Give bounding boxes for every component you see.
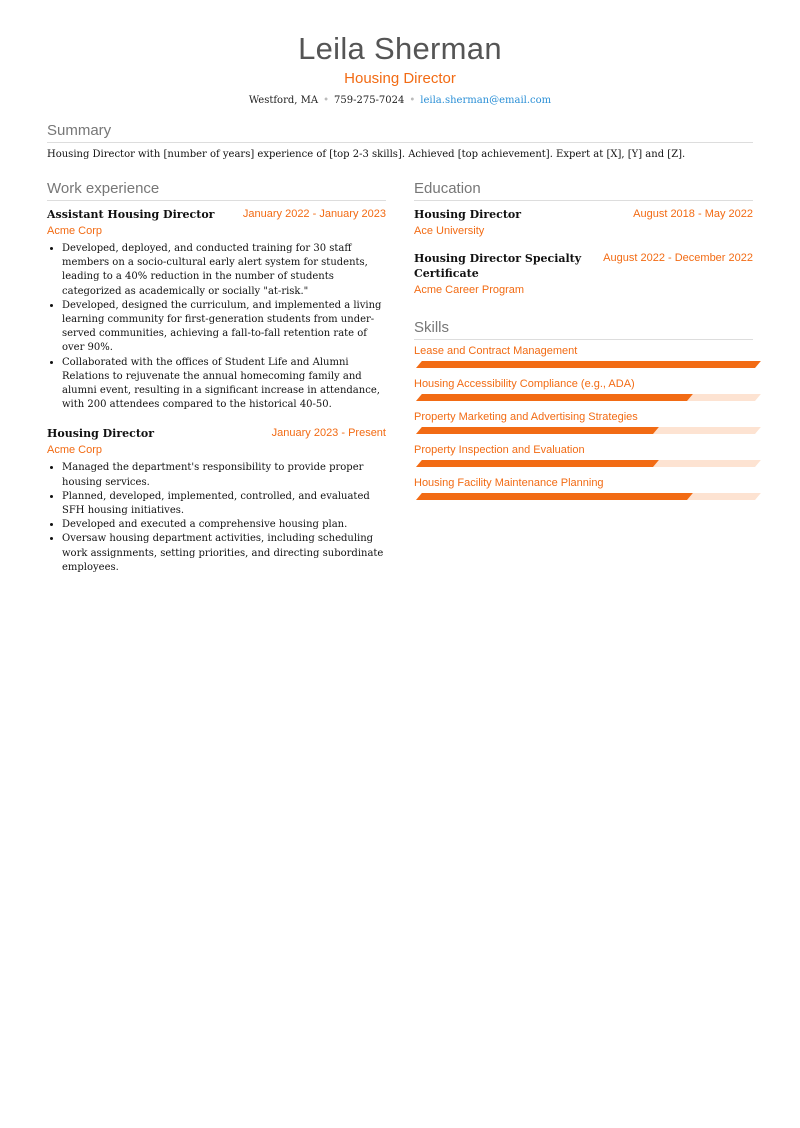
skills-list	[414, 341, 753, 506]
right-column	[414, 179, 753, 506]
work-heading: Work experience	[47, 179, 386, 201]
work-experience-section	[47, 179, 386, 575]
skills-section	[414, 318, 753, 506]
skill-item	[414, 473, 753, 506]
job-company: Acme Corp	[47, 444, 103, 457]
separator-dot: •	[323, 95, 329, 106]
bullet-item: • Planned, developed, implemented, controlled, and evaluated SFH housing initiatives.	[62, 490, 386, 518]
summary-heading: Summary	[47, 121, 753, 143]
bullet-item: • Managed the department's responsibility to provide proper housing services.	[62, 461, 386, 489]
summary-text: Housing Director with [number of years] experience of [top 2-3 skills]. Achieved [top achievement]. Expert at [X], [Y] and [Z].	[47, 149, 686, 160]
skill-level-bar	[416, 394, 761, 401]
education-entry	[414, 251, 753, 298]
skill-level-fill	[416, 493, 693, 500]
institution: Ace University	[414, 225, 485, 237]
skill-level-fill	[416, 394, 693, 401]
job-company: Acme Corp	[47, 225, 103, 237]
skill-name: Housing Facility Maintenance Planning	[414, 477, 604, 489]
education-section	[414, 179, 753, 298]
job-role: Housing Director	[47, 427, 155, 441]
skill-item	[414, 407, 753, 440]
bullet-item: • Collaborated with the offices of Student Life and Alumni Relations to rejuvenate the annual homecoming family and alumni event, resulting in a significant increase in attendance, with 200 attendees compared to the historical 40-50.	[62, 356, 386, 413]
skill-name: Lease and Contract Management	[414, 345, 578, 357]
education-date: August 2022 - December 2022	[603, 252, 753, 264]
skill-item	[414, 374, 753, 407]
separator-dot: •	[409, 95, 416, 106]
candidate-name: Leila Sherman	[298, 31, 502, 66]
skill-name: Property Marketing and Advertising Strategies	[414, 411, 638, 423]
education-heading: Education	[414, 179, 753, 201]
work-entry	[47, 207, 386, 412]
education-entry	[414, 207, 753, 239]
skill-item	[414, 440, 753, 473]
resume-header	[0, 30, 800, 108]
bullet-item: • Developed and executed a comprehensive housing plan.	[62, 518, 386, 532]
job-role: Assistant Housing Director	[47, 208, 215, 221]
job-bullets	[47, 242, 386, 412]
bullet-item: • Developed, deployed, and conducted training for 30 staff members on a socio-cultural early alert system for students, leading to a 40% reduction in the number of students categorized as academically or socially "at-risk."	[62, 242, 386, 299]
bullet-item: • Oversaw housing department activities, including scheduling work assignments, setting priorities, and directing subordinate employees.	[62, 532, 386, 575]
job-bullets	[47, 461, 386, 575]
institution: Acme Career Program	[414, 284, 525, 296]
location: Westford, MA	[248, 95, 319, 106]
phone: 759-275-7024	[334, 95, 405, 106]
skill-name: Property Inspection and Evaluation	[414, 444, 585, 456]
degree-name: Housing Director	[414, 208, 522, 221]
degree-name: Housing Director Specialty Certificate	[414, 252, 582, 280]
skill-item	[414, 341, 753, 374]
bullet-item: • Developed, designed the curriculum, and implemented a living learning community for first-generation students from under-served communities, achieving a fall-to-fall retention rate of over 90%.	[62, 299, 386, 356]
candidate-title: Housing Director	[344, 70, 456, 87]
skill-level-bar	[416, 427, 761, 434]
skill-level-bar	[416, 493, 761, 500]
skill-name: Housing Accessibility Compliance (e.g., ADA)	[414, 378, 635, 390]
skill-level-fill	[416, 361, 761, 368]
email-link[interactable]: leila.sherman@email.com	[420, 95, 552, 106]
skill-level-bar	[416, 460, 761, 467]
skill-level-bar	[416, 361, 761, 368]
job-date: January 2023 - Present	[271, 427, 386, 440]
job-date: January 2022 - January 2023	[242, 208, 386, 220]
education-date: August 2018 - May 2022	[633, 208, 753, 220]
skill-level-fill	[416, 427, 659, 434]
summary-section	[47, 121, 753, 162]
skills-heading: Skills	[414, 318, 753, 340]
contact-line	[0, 94, 800, 108]
skill-level-fill	[416, 460, 659, 467]
work-entry	[47, 426, 386, 575]
